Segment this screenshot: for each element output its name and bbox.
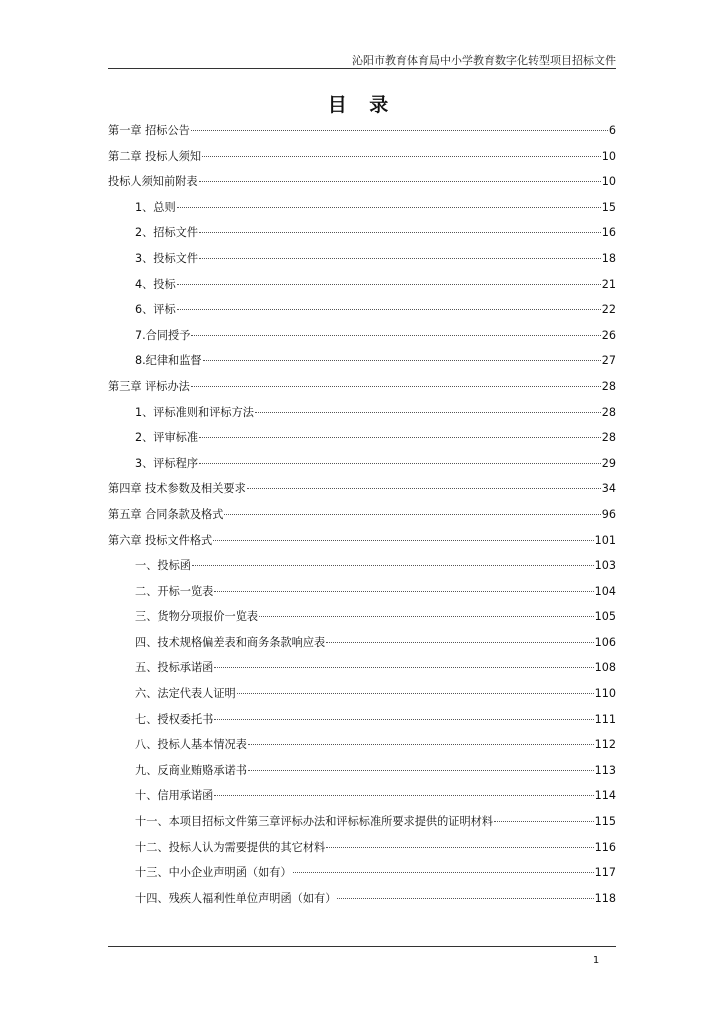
toc-entry[interactable] — [108, 732, 616, 758]
toc-entry-page: 15 — [601, 200, 616, 214]
toc-entry-page: 111 — [594, 712, 616, 726]
footer-rule — [108, 946, 616, 947]
toc-dot-leader — [337, 897, 593, 899]
toc-entry-page: 101 — [594, 533, 616, 547]
toc-dot-leader — [247, 487, 601, 489]
toc-entry[interactable] — [108, 451, 616, 477]
toc-entry-label: 3、评标程序 — [135, 456, 199, 470]
toc-entry-label: 第二章 投标人须知 — [108, 149, 202, 163]
toc-entry-label: 6、评标 — [135, 303, 176, 317]
toc-entry-page: 117 — [594, 866, 616, 880]
toc-entry-page: 21 — [601, 277, 616, 291]
toc-entry-label: 8.纪律和监督 — [135, 354, 202, 368]
table-of-contents — [108, 118, 616, 911]
toc-dot-leader — [199, 462, 601, 464]
toc-entry-page: 18 — [601, 251, 616, 265]
toc-entry-page: 10 — [601, 175, 616, 189]
toc-dot-leader — [203, 359, 601, 361]
toc-dot-leader — [199, 231, 601, 233]
toc-dot-leader — [202, 155, 601, 157]
toc-entry-label: 第六章 投标文件格式 — [108, 533, 213, 547]
header-rule — [108, 68, 616, 69]
toc-dot-leader — [214, 666, 593, 668]
toc-entry-label: 二、开标一览表 — [135, 584, 214, 598]
toc-entry-page: 6 — [608, 124, 616, 137]
toc-entry[interactable] — [108, 400, 616, 426]
toc-entry-label: 2、招标文件 — [135, 226, 199, 240]
toc-entry[interactable] — [108, 476, 616, 502]
toc-entry-label: 十、信用承诺函 — [135, 789, 214, 803]
toc-entry-label: 十二、投标人认为需要提供的其它材料 — [135, 840, 326, 854]
toc-dot-leader — [192, 564, 594, 566]
toc-entry-page: 26 — [601, 328, 616, 342]
toc-dot-leader — [214, 794, 593, 796]
toc-dot-leader — [248, 743, 594, 745]
toc-dot-leader — [214, 590, 593, 592]
toc-entry[interactable] — [108, 502, 616, 528]
toc-entry-label: 八、投标人基本情况表 — [135, 738, 247, 752]
toc-entry[interactable] — [108, 144, 616, 170]
toc-dot-leader — [191, 334, 600, 336]
toc-entry[interactable] — [108, 374, 616, 400]
toc-entry-page: 34 — [601, 482, 616, 496]
toc-title: 目 录 — [327, 94, 397, 116]
toc-entry[interactable] — [108, 758, 616, 784]
toc-entry-label: 九、反商业贿赂承诺书 — [135, 763, 247, 777]
toc-entry[interactable] — [108, 118, 616, 144]
toc-entry-label: 四、技术规格偏差表和商务条款响应表 — [135, 635, 326, 649]
toc-entry-page: 116 — [594, 840, 616, 854]
toc-entry-label: 1、总则 — [135, 200, 176, 214]
toc-entry-label: 2、评审标准 — [135, 431, 199, 445]
toc-entry-label: 1、评标准则和评标方法 — [135, 405, 254, 419]
toc-dot-leader — [213, 539, 593, 541]
toc-entry-page: 104 — [594, 584, 616, 598]
toc-entry-page: 28 — [601, 431, 616, 445]
toc-entry-page: 29 — [601, 456, 616, 470]
toc-entry[interactable] — [108, 809, 616, 835]
toc-entry[interactable] — [108, 630, 616, 656]
toc-entry[interactable] — [108, 553, 616, 579]
toc-entry-page: 28 — [601, 379, 616, 393]
toc-dot-leader — [326, 846, 593, 848]
toc-entry-label: 十四、残疾人福利性单位声明函（如有） — [135, 891, 337, 905]
toc-entry[interactable] — [108, 579, 616, 605]
toc-entry-label: 三、货物分项报价一览表 — [135, 610, 259, 624]
toc-entry-page: 115 — [594, 815, 616, 829]
toc-entry[interactable] — [108, 860, 616, 886]
document-header: 沁阳市教育体育局中小学教育数字化转型项目招标文件 — [352, 54, 616, 67]
toc-dot-leader — [199, 257, 601, 259]
toc-dot-leader — [255, 411, 601, 413]
page-number: 1 — [592, 955, 600, 966]
toc-entry-page: 10 — [601, 149, 616, 163]
toc-entry-label: 七、授权委托书 — [135, 712, 214, 726]
toc-entry-page: 106 — [594, 635, 616, 649]
toc-dot-leader — [326, 641, 593, 643]
toc-entry-label: 第一章 招标公告 — [108, 124, 190, 137]
toc-entry-label: 3、投标文件 — [135, 251, 199, 265]
toc-entry-label: 第五章 合同条款及格式 — [108, 507, 224, 521]
toc-dot-leader — [191, 385, 601, 387]
toc-dot-leader — [494, 820, 594, 822]
toc-entry[interactable] — [108, 297, 616, 323]
toc-entry[interactable] — [108, 169, 616, 195]
toc-entry-label: 十一、本项目招标文件第三章评标办法和评标标准所要求提供的证明材料 — [135, 815, 494, 829]
toc-entry[interactable] — [108, 348, 616, 374]
toc-entry-page: 108 — [594, 661, 616, 675]
toc-entry[interactable] — [108, 783, 616, 809]
toc-entry-label: 7.合同授予 — [135, 328, 191, 342]
toc-entry[interactable] — [108, 195, 616, 221]
toc-dot-leader — [248, 769, 594, 771]
toc-entry-page: 103 — [594, 559, 616, 573]
toc-dot-leader — [199, 436, 601, 438]
toc-dot-leader — [177, 308, 601, 310]
toc-dot-leader — [224, 513, 600, 515]
toc-entry[interactable] — [108, 272, 616, 298]
toc-dot-leader — [214, 718, 593, 720]
toc-dot-leader — [177, 206, 601, 208]
toc-entry[interactable] — [108, 604, 616, 630]
toc-entry-page: 105 — [594, 610, 616, 624]
toc-dot-leader — [293, 871, 594, 873]
toc-entry[interactable] — [108, 707, 616, 733]
toc-entry-page: 113 — [594, 763, 616, 777]
toc-entry[interactable] — [108, 528, 616, 554]
toc-entry-label: 投标人须知前附表 — [108, 175, 198, 189]
toc-entry[interactable] — [108, 323, 616, 349]
toc-entry-label: 第三章 评标办法 — [108, 379, 190, 393]
toc-entry-page: 112 — [594, 738, 616, 752]
toc-entry-page: 16 — [601, 226, 616, 240]
toc-entry-page: 114 — [594, 789, 616, 803]
toc-entry-label: 4、投标 — [135, 277, 176, 291]
toc-entry[interactable] — [108, 681, 616, 707]
toc-entry[interactable] — [108, 886, 616, 912]
toc-entry[interactable] — [108, 220, 616, 246]
toc-dot-leader — [191, 129, 608, 131]
toc-entry-page: 118 — [594, 891, 616, 905]
toc-dot-leader — [259, 615, 594, 617]
toc-entry-label: 五、投标承诺函 — [135, 661, 214, 675]
toc-entry-page: 27 — [601, 354, 616, 368]
toc-entry[interactable] — [108, 246, 616, 272]
toc-entry-label: 十三、中小企业声明函（如有） — [135, 866, 292, 880]
toc-entry-page: 28 — [601, 405, 616, 419]
toc-entry-label: 六、法定代表人证明 — [135, 687, 236, 701]
toc-dot-leader — [237, 692, 594, 694]
toc-entry-label: 一、投标函 — [135, 559, 191, 573]
toc-entry[interactable] — [108, 835, 616, 861]
toc-dot-leader — [177, 283, 601, 285]
toc-entry-label: 第四章 技术参数及相关要求 — [108, 482, 246, 496]
toc-entry[interactable] — [108, 425, 616, 451]
toc-entry-page: 110 — [594, 687, 616, 701]
toc-entry[interactable] — [108, 655, 616, 681]
toc-dot-leader — [199, 180, 601, 182]
toc-entry-page: 96 — [601, 507, 616, 521]
toc-entry-page: 22 — [601, 303, 616, 317]
